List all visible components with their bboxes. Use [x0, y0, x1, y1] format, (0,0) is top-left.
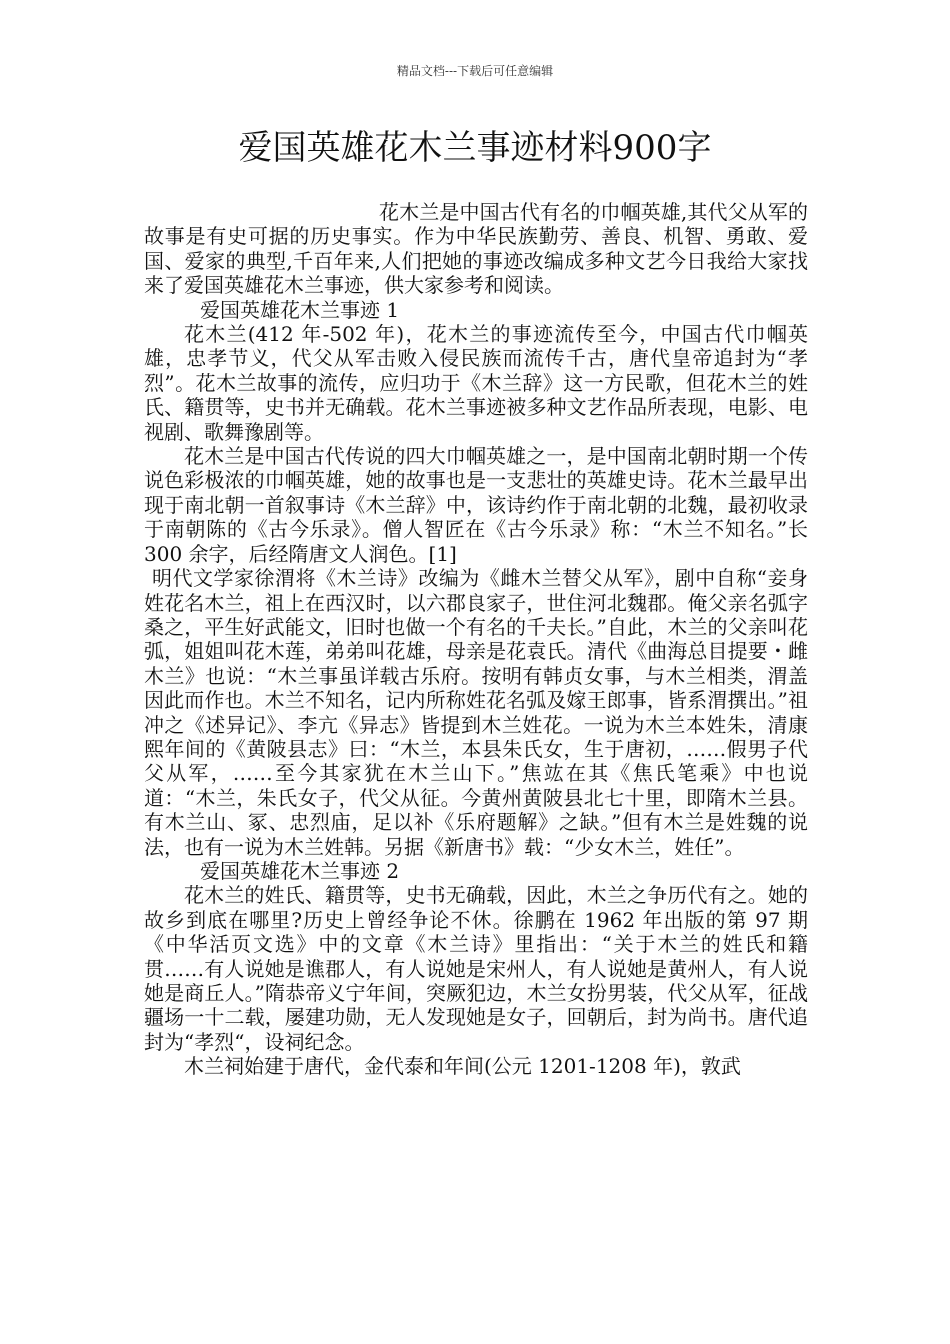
page-header: 精品文档---下载后可任意编辑: [396, 64, 554, 78]
document-title: 爱国英雄花木兰事迹材料900字: [238, 128, 712, 168]
section-1-paragraph-3: 明代文学家徐渭将《木兰诗》改编为《雌木兰替父从军》，剧中自称“妾身姓花名木兰，祖上在西汉时，以六郡良家子，世住河北魏郡。俺父亲名弧字桑之，平生好武能文，旧时也做一个有名的千夫长。”自此，木兰的父亲叫花弧，姐姐叫花木莲，弟弟叫花雄，母亲是花袁氏。清代《曲海总目提要・雌木兰》也说：“木兰事虽详载古乐府。按明有韩贞女事，与木兰相类，渭盖因此而作也。木兰不知名，记内所称姓花名弧及嫁王郎事，皆系渭撰出。”祖冲之《述异记》、李亢《异志》皆提到木兰姓花。一说为木兰本姓朱，清康熙年间的《黄陂县志》曰：“木兰，本县朱氏女，生于唐初，……假男子代父从军，……至今其家犹在木兰山下。”焦竑在其《焦氏笔乘》中也说道：“木兰，朱氏女子，代父从征。今黄州黄陂县北七十里，即隋木兰县。有木兰山、冢、忠烈庙，足以补《乐府题解》之缺。”但有木兰是姓魏的说法，也有一说为木兰姓韩。另据《新唐书》载：“少女木兰，姓任”。: [144, 566, 808, 859]
section-1-paragraph-1: 花木兰(412 年-502 年)，花木兰的事迹流传至今，中国古代巾帼英雄，忠孝节义，代父从军击败入侵民族而流传千古，唐代皇帝追封为“孝烈”。花木兰故事的流传，应归功于《木兰辞》这一方民歌，但花木兰的姓氏、籍贯等，史书并无确载。花木兰事迹被多种文艺作品所表现，电影、电视剧、歌舞豫剧等。: [144, 322, 808, 444]
section-1-heading: 爱国英雄花木兰事迹 1: [200, 297, 400, 322]
section-2-paragraph-2: 木兰祠始建于唐代，金代泰和年间(公元 1201-1208 年)，敦武: [184, 1054, 741, 1079]
section-1-paragraph-2: 花木兰是中国古代传说的四大巾帼英雄之一，是中国南北朝时期一个传说色彩极浓的巾帼英雄，她的故事也是一支悲壮的英雄史诗。花木兰最早出现于南北朝一首叙事诗《木兰辞》中，该诗约作于南北朝的北魏，最初收录于南朝陈的《古今乐录》。僧人智匠在《古今乐录》称：“木兰不知名。”长 300 余字，后经隋唐文人润色。[1]: [144, 444, 808, 566]
section-2-paragraph-1: 花木兰的姓氏、籍贯等，史书无确载，因此，木兰之争历代有之。她的故乡到底在哪里?历史上曾经争论不休。徐鹏在 1962 年出版的第 97 期《中华活页文选》中的文章《木兰诗》里指出：“关于木兰的姓氏和籍贯……有人说她是谯郡人，有人说她是宋州人，有人说她是黄州人，有人说她是商丘人。”隋恭帝义宁年间，突厥犯边，木兰女扮男装，代父从军，征战疆场一十二载，屡建功勋，无人发现她是女子，回朝后，封为尚书。唐代追封为“孝烈“，设祠纪念。: [144, 883, 808, 1054]
section-2-heading: 爱国英雄花木兰事迹 2: [200, 858, 400, 883]
document-body: [144, 200, 808, 1079]
intro-paragraph: 花木兰是中国古代有名的巾帼英雄,其代父从军的故事是有史可据的历史事实。作为中华民族勤劳、善良、机智、勇敢、爱国、爱家的典型,千百年来,人们把她的事迹改编成多种文艺今日我给大家找来了爱国英雄花木兰事迹，供大家参考和阅读。: [144, 200, 808, 298]
